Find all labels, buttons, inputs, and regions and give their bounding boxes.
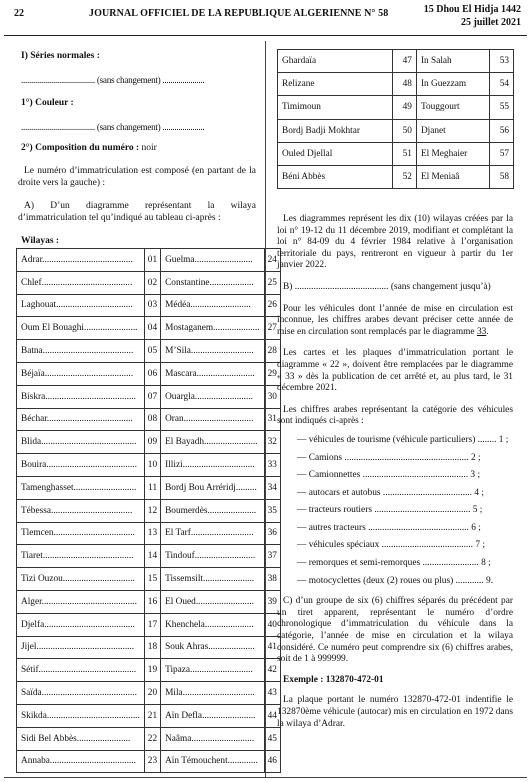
- wilaya-name: Relizane: [278, 73, 393, 96]
- wilaya-name: Ghardaïa: [278, 50, 393, 73]
- table-row: [17, 476, 281, 499]
- wilaya-name: Blida.........................................: [17, 431, 145, 454]
- wilaya-name: Tiaret.......................................: [17, 545, 145, 568]
- wilaya-code: 37: [264, 545, 280, 568]
- table-row: [17, 271, 281, 294]
- wilaya-code: 04: [144, 317, 160, 340]
- table-row: [17, 590, 281, 613]
- wilaya-code: 28: [264, 340, 280, 363]
- wilaya-code: 41: [264, 636, 280, 659]
- unknown-year-paragraph: [277, 304, 513, 339]
- wilaya-code: 06: [144, 362, 160, 385]
- list-item: — Camions ..................................................... 2 ;: [297, 452, 481, 463]
- wilayas-table: [16, 248, 281, 773]
- wilaya-code: 11: [144, 476, 160, 499]
- date-gregorian: 25 juillet 2021: [461, 17, 521, 28]
- wilaya-name: Oum El Bouaghi.......................: [17, 317, 145, 340]
- table-row: [17, 568, 281, 591]
- wilaya-code: 43: [264, 682, 280, 705]
- wilaya-name: El Meniaâ: [416, 165, 489, 188]
- wilaya-code: 13: [144, 522, 160, 545]
- journal-title: JOURNAL OFFICIEL DE LA REPUBLIQUE ALGERIENNE N° 58: [89, 8, 389, 19]
- table-row: [278, 50, 514, 73]
- wilaya-code: 56: [489, 119, 513, 142]
- wilaya-code: 55: [489, 96, 513, 119]
- table-row: [278, 142, 514, 165]
- replacement-paragraph: Les cartes et les plaques d’immatriculation portant le diagramme « 22 », doivent être remplacées par le diagramme « 33 » dès la publication de cet arrêté et, au plus tard, le 31 décembre 2021.: [277, 348, 513, 394]
- wilaya-code: 26: [264, 294, 280, 317]
- table-row: [17, 362, 281, 385]
- composition-heading: 2°) Composition du numéro :: [21, 143, 140, 153]
- wilaya-code: 49: [392, 96, 416, 119]
- wilaya-code: 15: [144, 568, 160, 591]
- wilaya-code: 34: [264, 476, 280, 499]
- left-column: [18, 50, 256, 247]
- wilaya-name: Aïn Témouchent.............: [161, 750, 265, 773]
- wilaya-code: 40: [264, 613, 280, 636]
- wilaya-code: 25: [264, 271, 280, 294]
- wilaya-name: Aïn Defla.......................: [161, 704, 265, 727]
- wilaya-code: 50: [392, 119, 416, 142]
- page-header: [4, 3, 527, 37]
- table-row: [17, 545, 281, 568]
- wilaya-name: Tindouf..........................: [161, 545, 265, 568]
- table-row: [17, 340, 281, 363]
- composition-value: noir: [139, 143, 157, 153]
- wilaya-code: 38: [264, 568, 280, 591]
- wilaya-code: 27: [264, 317, 280, 340]
- wilaya-name: Guelma.........................: [161, 249, 265, 272]
- wilaya-code: 10: [144, 454, 160, 477]
- wilaya-code: 14: [144, 545, 160, 568]
- wilaya-code: 12: [144, 499, 160, 522]
- wilaya-code: 29: [264, 362, 280, 385]
- categories-list: [277, 432, 513, 590]
- wilaya-code: 35: [264, 499, 280, 522]
- header-divider: [4, 35, 527, 36]
- wilaya-name: Naâma...........................: [161, 727, 265, 750]
- table-row: [17, 317, 281, 340]
- wilaya-code: 21: [144, 704, 160, 727]
- wilaya-name: Souk Ahras....................: [161, 636, 265, 659]
- series-heading: I) Séries normales :: [21, 51, 100, 61]
- wilaya-code: 53: [489, 50, 513, 73]
- wilaya-code: 09: [144, 431, 160, 454]
- wilaya-name: Bordj Badji Mokhtar: [278, 119, 393, 142]
- table-row: [278, 119, 514, 142]
- wilaya-name: Bordj Bou Arréridj.........: [161, 476, 265, 499]
- wilaya-code: 57: [489, 142, 513, 165]
- wilaya-code: 44: [264, 704, 280, 727]
- list-item: — autres tracteurs ........................................... 6 ;: [297, 522, 481, 533]
- list-item: — autocars et autobus ...................................... 4 ;: [297, 487, 484, 498]
- table-row: [17, 613, 281, 636]
- wilaya-code: 22: [144, 727, 160, 750]
- wilayas-heading: Wilayas :: [21, 236, 60, 246]
- wilaya-name: Timimoun: [278, 96, 393, 119]
- wilaya-name: Saïda.........................................: [17, 682, 145, 705]
- wilaya-name: Touggourt: [416, 96, 489, 119]
- wilaya-code: 17: [144, 613, 160, 636]
- table-row: [17, 659, 281, 682]
- wilaya-code: 58: [489, 165, 513, 188]
- example-paragraph: La plaque portant le numéro 132870-472-01 indentifie le 132870ème véhicule (autocar) mis en circulation en 1972 dans la wilaya d’Adrar.: [277, 695, 513, 729]
- wilaya-code: 16: [144, 590, 160, 613]
- wilaya-code: 24: [264, 249, 280, 272]
- composition-line: [18, 142, 256, 154]
- wilaya-name: Sétif..........................................: [17, 659, 145, 682]
- wilaya-code: 03: [144, 294, 160, 317]
- table-row: [17, 408, 281, 431]
- table-row: [17, 385, 281, 408]
- wilaya-name: Médéa..........................: [161, 294, 265, 317]
- wilaya-name: Biskra.......................................: [17, 385, 145, 408]
- wilaya-code: 31: [264, 408, 280, 431]
- table-row: [17, 454, 281, 477]
- wilaya-name: Laghouat.................................: [17, 294, 145, 317]
- table-row: [17, 431, 281, 454]
- wilaya-name: Bouira.......................................: [17, 454, 145, 477]
- wilaya-name: El Bayadh.......................: [161, 431, 265, 454]
- wilaya-code: 33: [264, 454, 280, 477]
- wilaya-name: Mascara.........................: [161, 362, 265, 385]
- wilaya-name: Chlef.......................................: [17, 271, 145, 294]
- wilaya-code: 07: [144, 385, 160, 408]
- wilaya-code: 36: [264, 522, 280, 545]
- date-hijri: 15 Dhou El Hidja 1442: [423, 4, 521, 15]
- wilaya-name: Batna.......................................: [17, 340, 145, 363]
- wilaya-code: 30: [264, 385, 280, 408]
- footer-divider: [4, 777, 527, 778]
- example-heading: Exemple : 132870-472-01: [283, 674, 384, 685]
- wilaya-name: El Meghaier: [416, 142, 489, 165]
- list-item: — motocyclettes (deux (2) roues ou plus) ............ 9.: [297, 575, 494, 586]
- wilaya-code: 32: [264, 431, 280, 454]
- wilaya-code: 47: [392, 50, 416, 73]
- wilaya-code: 20: [144, 682, 160, 705]
- diagram-33-ref: 33: [476, 326, 487, 337]
- point-a-paragraph: A) D’un diagramme représentant la wilaya d’immatriculation tel qu’indiqué au tableau ci-après :: [18, 201, 256, 223]
- wilaya-code: 45: [264, 727, 280, 750]
- wilaya-name: Sidi Bel Abbès.......................: [17, 727, 145, 750]
- categories-intro: Les chiffres arabes représentant la catégorie des véhicules sont indiqués ci-après :: [277, 404, 513, 427]
- wilaya-name: Tipaza...........................: [161, 659, 265, 682]
- wilaya-name: Oran..............................: [161, 408, 265, 431]
- table-row: [17, 499, 281, 522]
- wilaya-name: Tamenghasset...........................: [17, 476, 145, 499]
- wilaya-code: 05: [144, 340, 160, 363]
- list-item: — tracteurs routiers ......................................... 5 ;: [297, 505, 483, 516]
- list-item: — remorques et semi-remorques ........................ 8 ;: [297, 558, 491, 569]
- wilaya-name: M’Sila...........................: [161, 340, 265, 363]
- wilaya-code: 51: [392, 142, 416, 165]
- wilaya-name: Tébessa...................................: [17, 499, 145, 522]
- wilaya-name: Béchar.....................................: [17, 408, 145, 431]
- wilaya-code: 54: [489, 73, 513, 96]
- table-row: [278, 165, 514, 188]
- wilaya-name: Alger.........................................: [17, 590, 145, 613]
- intro-paragraph: Le numéro d’immatriculation est composé (en partant de la droite vers la gauche) :: [18, 166, 256, 188]
- table-row: [17, 522, 281, 545]
- wilaya-code: 18: [144, 636, 160, 659]
- unknown-year-end: .: [486, 326, 489, 337]
- wilaya-name: Djelfa.......................................: [17, 613, 145, 636]
- unknown-year-text: Pour les véhicules dont l’année de mise en circulation est inconnue, les chiffres arabes devant préciser cette année de mise en circulation sont remplacés par le diagramme: [277, 303, 513, 337]
- wilaya-code: 23: [144, 750, 160, 773]
- wilaya-name: Khenchela.....................: [161, 613, 265, 636]
- wilaya-code: 42: [264, 659, 280, 682]
- table-row: [17, 750, 281, 773]
- table-row: [17, 682, 281, 705]
- wilaya-name: Jijel..........................................: [17, 636, 145, 659]
- table-row: [17, 704, 281, 727]
- wilaya-name: Mila...............................: [161, 682, 265, 705]
- new-wilayas-table: [277, 49, 514, 189]
- couleur-heading: 1°) Couleur :: [21, 98, 74, 108]
- point-b-line: B) ........................................ (sans changement jusqu’à): [283, 281, 491, 292]
- wilaya-name: In Guezzam: [416, 73, 489, 96]
- table-row: [17, 636, 281, 659]
- wilaya-name: Tissemsilt......................: [161, 568, 265, 591]
- wilaya-name: Annaba.....................................: [17, 750, 145, 773]
- wilaya-code: 19: [144, 659, 160, 682]
- wilaya-name: Ouargla.........................: [161, 385, 265, 408]
- list-item: — véhicules de tourisme (véhicule particuliers) ........ 1 ;: [297, 434, 509, 445]
- new-wilayas-paragraph: Les diagrammes représent les dix (10) wilayas créées par la loi n° 19-12 du 11 décembre 2019, modifiant et complétant la loi n° 84-09 du 4 février 1984 relative à l’organisation territoriale du pays, rentreront en vigueur à partir du 1er janvier 2022.: [277, 214, 513, 271]
- page-number: 22: [14, 8, 24, 19]
- table-row: [278, 73, 514, 96]
- table-row: [17, 727, 281, 750]
- wilaya-name: El Tarf...........................: [161, 522, 265, 545]
- list-item: — véhicules spéciaux ....................................... 7 ;: [297, 540, 485, 551]
- series-line: ..................................... (sans changement) .....................: [21, 75, 205, 85]
- table-row: [17, 294, 281, 317]
- couleur-line: ..................................... (sans changement) .....................: [21, 122, 205, 132]
- wilaya-code: 39: [264, 590, 280, 613]
- wilaya-name: Mostaganem....................: [161, 317, 265, 340]
- wilaya-name: Adrar.......................................: [17, 249, 145, 272]
- wilaya-name: Skikda........................................: [17, 704, 145, 727]
- wilaya-name: Ouled Djellal: [278, 142, 393, 165]
- point-c-paragraph: C) d’un groupe de six (6) chiffres séparés du précédent par un tiret apparent, représentant le numéro d’ordre chronologique d’immatriculation du véhicule dans la catégorie, l’année de mise en circulation et la wilaya considéré. Ce numéro peut comprendre six (6) chiffres arabes, soit de 1 à 999999.: [277, 596, 513, 665]
- wilaya-name: Illizi...............................: [161, 454, 265, 477]
- right-column: [277, 214, 513, 730]
- list-item: — Camionnettes ............................................. 3 ;: [297, 470, 481, 481]
- wilaya-code: 48: [392, 73, 416, 96]
- wilaya-name: Tizi Ouzou...............................: [17, 568, 145, 591]
- wilaya-name: Tlemcen...................................: [17, 522, 145, 545]
- table-row: [17, 249, 281, 272]
- wilaya-name: Constantine...................: [161, 271, 265, 294]
- wilaya-code: 52: [392, 165, 416, 188]
- table-row: [278, 96, 514, 119]
- wilaya-name: In Salah: [416, 50, 489, 73]
- wilaya-code: 46: [264, 750, 280, 773]
- wilaya-name: Béjaïa......................................: [17, 362, 145, 385]
- wilaya-code: 08: [144, 408, 160, 431]
- wilaya-code: 02: [144, 271, 160, 294]
- wilaya-name: Boumerdès.....................: [161, 499, 265, 522]
- wilaya-name: Béni Abbès: [278, 165, 393, 188]
- wilaya-name: Djanet: [416, 119, 489, 142]
- wilaya-code: 01: [144, 249, 160, 272]
- wilaya-name: El Oued.........................: [161, 590, 265, 613]
